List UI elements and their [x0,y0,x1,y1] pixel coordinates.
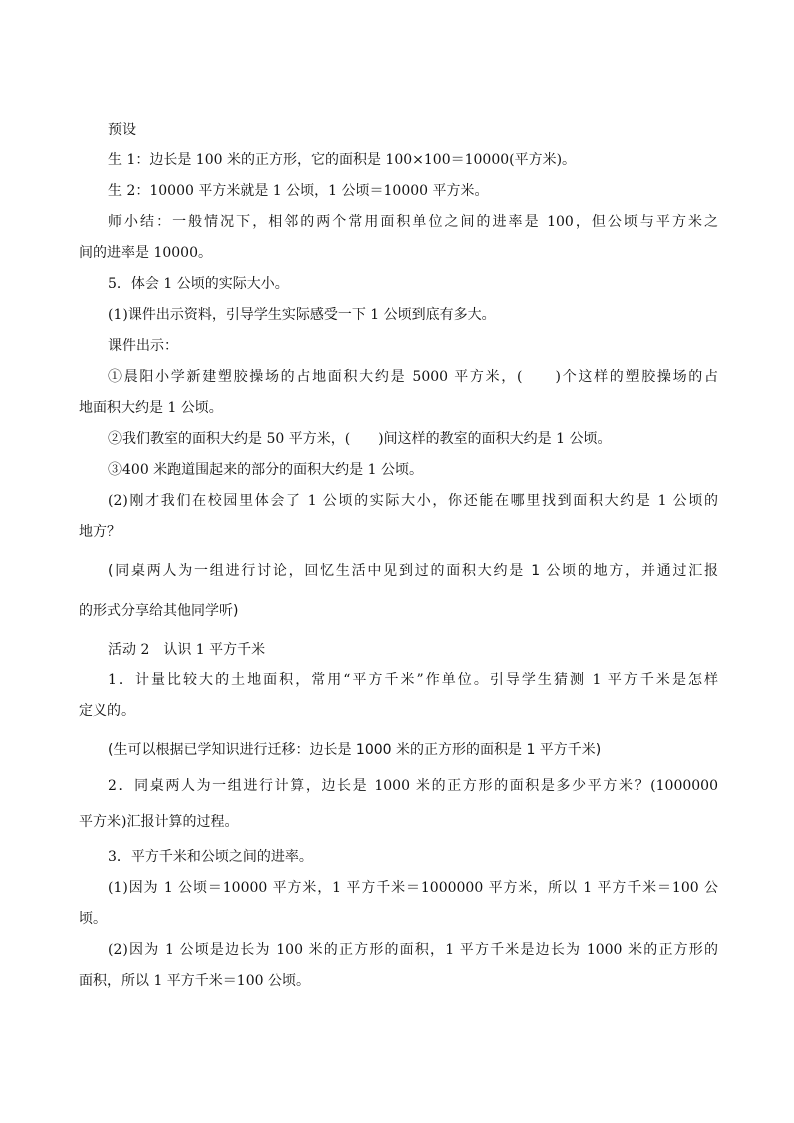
text-line: 的形式分享给其他同学听) [79,603,239,619]
text-line: 地方？ [79,524,121,540]
text-line: 生 2：10000 平方米就是 1 公顷，1 公顷＝10000 平方米。 [108,183,489,199]
text-line: ①晨阳小学新建塑胶操场的占地面积大约是 5000 平方米，( )个这样的塑胶操场的占 [108,369,718,385]
text-line: (1)因为 1 公顷＝10000 平方米，1 平方千米＝1000000 平方米，所以 1 平方千米＝100 公 [108,880,718,896]
text-line: 平方米)汇报计算的过程。 [79,814,239,830]
text-line: (2)因为 1 公顷是边长为 100 米的正方形的面积，1 平方千米是边长为 1000 米的正方形的 [108,942,718,958]
text-line: 生 1：边长是 100 米的正方形，它的面积是 100×100＝10000(平方米)。 [108,152,577,168]
text-line: 课件出示： [108,338,178,354]
text-line: (生可以根据已学知识进行迁移：边长是 1000 米的正方形的面积是 1 平方千米) [108,742,602,758]
text-line: 预设 [108,122,136,138]
text-line: 顷。 [79,911,107,927]
text-line: 间的进率是 10000。 [79,245,212,261]
text-line: 面积，所以 1 平方千米＝100 公顷。 [79,973,310,989]
text-line: ②我们教室的面积大约是 50 平方米，( )间这样的教室的面积大约是 1 公顷。 [108,431,612,447]
text-line: (1)课件出示资料，引导学生实际感受一下 1 公顷到底有多大。 [108,307,496,323]
text-line: 1．计量比较大的土地面积，常用“平方千米”作单位。引导学生猜测 1 平方千米是怎样 [108,672,718,688]
text-line: ③400 米跑道围起来的部分的面积大约是 1 公顷。 [108,462,423,478]
text-line: 定义的。 [79,703,135,719]
text-line: 3．平方千米和公顷之间的进率。 [108,849,313,865]
text-line: 2．同桌两人为一组进行计算，边长是 1000 米的正方形的面积是多少平方米？(1000000 [108,778,718,794]
text-line: (同桌两人为一组进行讨论，回忆生活中见到过的面积大约是 1 公顷的地方，并通过汇报 [108,563,718,579]
text-line: 地面积大约是 1 公顷。 [79,400,223,416]
text-line: 师小结：一般情况下，相邻的两个常用面积单位之间的进率是 100，但公顷与平方米之 [108,214,718,230]
text-line: (2)刚才我们在校园里体会了 1 公顷的实际大小，你还能在哪里找到面积大约是 1 公顷的 [108,493,718,509]
section-heading: 活动 2 认识 1 平方千米 [108,642,266,658]
text-line: 5．体会 1 公顷的实际大小。 [108,276,289,292]
